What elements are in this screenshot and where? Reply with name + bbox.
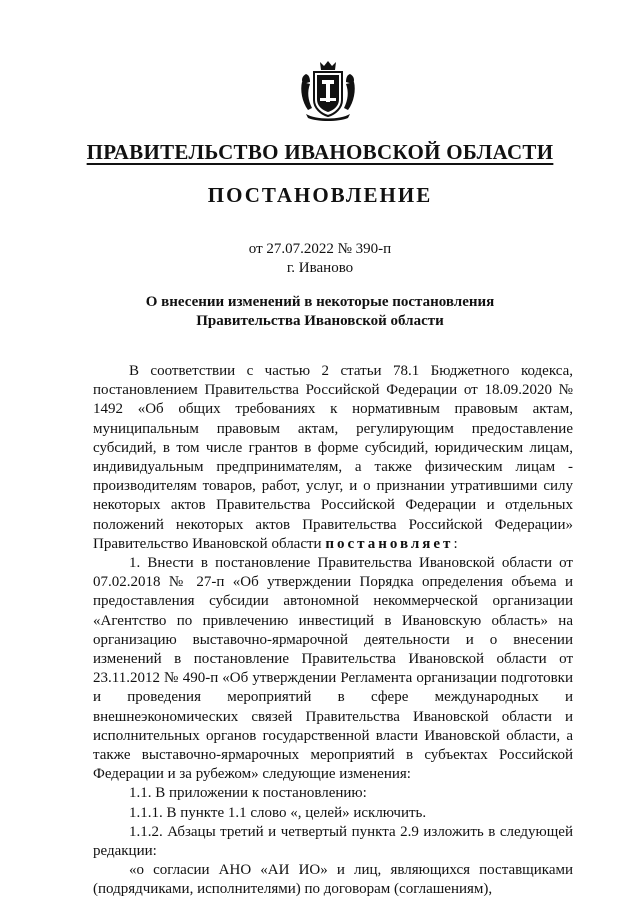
subject-line-2: Правительства Ивановской области [196,313,444,329]
preamble-text: В соответствии с частью 2 статьи 78.1 Бюджетного кодекса, постановлением Правительства Российской Федерации от 18.09.2020 № 1492 «Об общих требованиях к нормативным правовым актам, муниципальным правовым актам, регулирующим предоставление субсидий, в том числе грантов в форме субсидий, юридическим лицам, индивидуальным предпринимателям, а также физическим лицам - производителям товаров, работ, услуг, и о признании утратившими силу некоторых актов Правительства Российской Федерации и отдельных положений некоторых актов Правительства Российской Федерации» Правительство Ивановской области [93,363,573,552]
paragraph-item-1-1-1: 1.1.1. В пункте 1.1 слово «, целей» исключить. [129,804,427,821]
government-title: ПРАВИТЕЛЬСТВО ИВАНОВСКОЙ ОБЛАСТИ [86,140,554,164]
document-body [93,362,573,900]
document-subject [0,293,640,331]
paragraph-preamble [93,362,573,554]
paragraph-item-1-1-2: 1.1.2. Абзацы третий и четвертый пункта 2.9 изложить в следующей редакции: [93,823,573,860]
paragraph-quote: «о согласии АНО «АИ ИО» и лиц, являющихся поставщиками (подрядчиками, исполнителями) по договорам (соглашениям), [93,862,573,898]
document-type: ПОСТАНОВЛЕНИЕ [207,183,433,207]
coat-of-arms-icon [298,60,358,122]
date-number: от 27.07.2022 № 390-п [248,241,392,257]
paragraph-item-1-1: 1.1. В приложении к постановлению: [129,785,367,802]
paragraph-item-1: 1. Внести в постановление Правительства Ивановской области от 07.02.2018 № 27-п «Об утверждении Порядка определения объема и предоставления субсидии автономной некоммерческой организации «Агентство по привлечению инвестиций в Ивановскую область» на организацию выставочно-ярмарочной деятельности и о внесении изменений в постановление Правительства Ивановской области от 23.11.2012 № 490-п «Об утверждении Регламента организации подготовки и проведения мероприятий в сфере международных и внешнеэкономических связей Правительства Ивановской области и исполнительных органов государственной власти Ивановской области, а также выставочно-ярмарочных мероприятий в субъектах Российской Федерации и за рубежом» следующие изменения: [93,555,573,783]
subject-line-1: О внесении изменений в некоторые постановления [145,294,495,310]
preamble-colon: : [453,535,458,552]
document-meta [0,240,640,278]
city: г. Иваново [286,260,354,276]
resolves-word: постановляет [325,535,454,552]
